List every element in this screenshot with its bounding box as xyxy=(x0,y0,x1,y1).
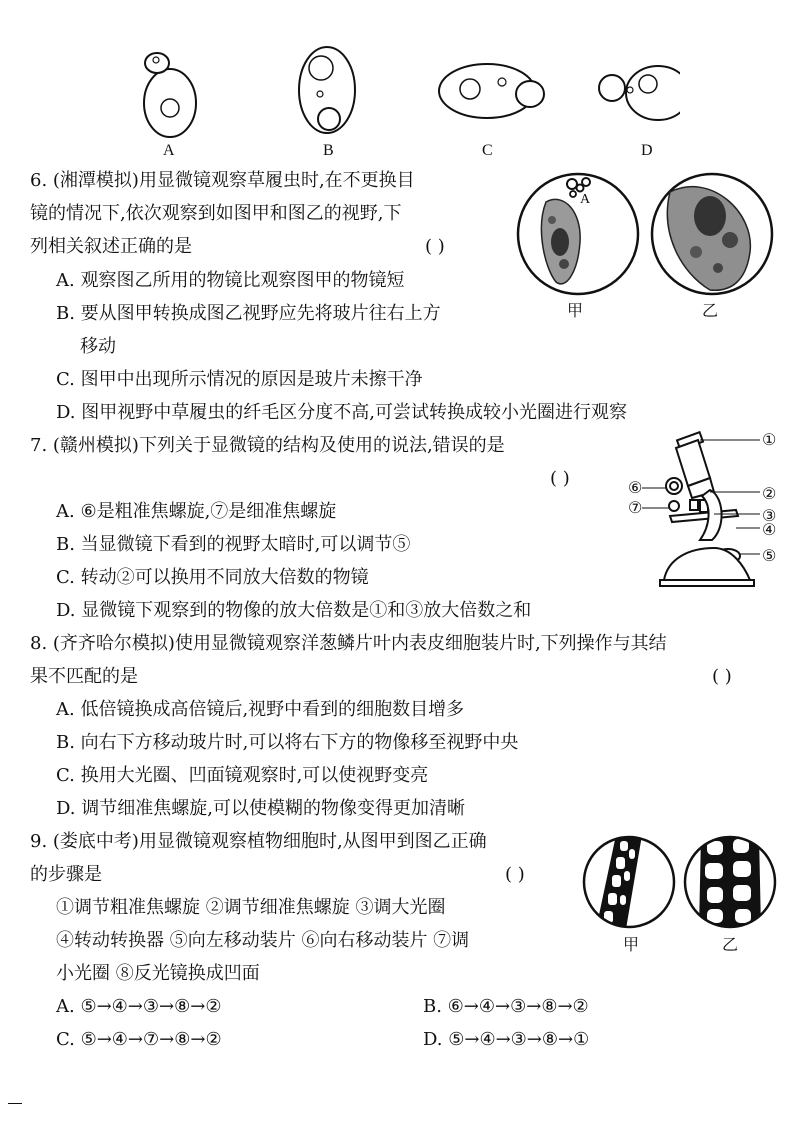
microscope-diagram xyxy=(640,430,770,590)
q9-option-c: C. ⑤→④→⑦→⑧→② xyxy=(56,1029,222,1050)
q6-option-c: C. 图甲中出现所示情况的原因是玻片未擦干净 xyxy=(56,369,423,390)
q6-fig-label-jia: 甲 xyxy=(567,303,584,320)
yeast-d-mother xyxy=(626,66,680,120)
q7-stem: 7. (赣州模拟)下列关于显微镜的结构及使用的说法,错误的是 xyxy=(30,435,505,456)
fig-label-d: D xyxy=(641,142,653,159)
q7-option-d: D. 显微镜下观察到的物像的放大倍数是①和③放大倍数之和 xyxy=(56,600,532,621)
q6-stem-line3: 列相关叙述正确的是 xyxy=(30,236,192,257)
q9-steps-line2: ④转动转换器 ⑤向左移动装片 ⑥向右移动装片 ⑦调 xyxy=(56,930,470,951)
fig-label-c: C xyxy=(482,142,493,159)
q6-stem-line2: 镜的情况下,依次观察到如图甲和图乙的视野,下 xyxy=(30,203,402,224)
q8-option-d: D. 调节细准焦螺旋,可以使模糊的物像变得更加清晰 xyxy=(56,798,465,819)
q9-option-a: A. ⑤→④→③→⑧→② xyxy=(56,996,222,1017)
q9-steps-line3: 小光圈 ⑧反光镜换成凹面 xyxy=(56,963,260,984)
q6-answer-paren: ( ) xyxy=(425,236,445,257)
q8-option-b: B. 向右下方移动玻片时,可以将右下方的物像移至视野中央 xyxy=(56,732,519,753)
q7-option-a: A. ⑥是粗准焦螺旋,⑦是细准焦螺旋 xyxy=(56,501,337,522)
yeast-c-bud xyxy=(516,81,544,107)
q8-option-c: C. 换用大光圈、凹面镜观察时,可以使视野变亮 xyxy=(56,765,429,786)
q8-answer-paren: ( ) xyxy=(712,666,732,687)
q6-option-a: A. 观察图乙所用的物镜比观察图甲的物镜短 xyxy=(56,270,405,291)
mic-label-4: ④ xyxy=(762,522,777,539)
q6-fig-marker-a: A xyxy=(580,192,591,207)
q7-answer-paren: ( ) xyxy=(550,468,570,489)
q7-option-c: C. 转动②可以换用不同放大倍数的物镜 xyxy=(56,567,369,588)
mic-label-3: ③ xyxy=(762,508,777,525)
mic-label-7: ⑦ xyxy=(628,500,643,517)
q6-option-b: B. 要从图甲转换成图乙视野应先将玻片往右上方 xyxy=(56,303,441,324)
fig-label-b: B xyxy=(323,142,334,159)
q9-stem-line2: 的步骤是 xyxy=(30,864,102,885)
mic-label-1: ① xyxy=(762,432,777,449)
page-footer-rule xyxy=(8,1103,22,1104)
onion-cells-field-jia xyxy=(582,835,676,929)
mic-label-6: ⑥ xyxy=(628,480,643,497)
q6-stem-line1: 6. (湘潭模拟)用显微镜观察草履虫时,在不更换目 xyxy=(30,170,415,191)
yeast-d-bud xyxy=(599,75,625,101)
q7-option-b: B. 当显微镜下看到的视野太暗时,可以调节⑤ xyxy=(56,534,411,555)
q9-steps-line1: ①调节粗准焦螺旋 ②调节细准焦螺旋 ③调大光圈 xyxy=(56,897,446,918)
q9-fig-label-jia: 甲 xyxy=(623,937,640,954)
q9-stem-line1: 9. (娄底中考)用显微镜观察植物细胞时,从图甲到图乙正确 xyxy=(30,831,487,852)
paramecium-field-yi xyxy=(650,172,774,296)
q8-stem-line1: 8. (齐齐哈尔模拟)使用显微镜观察洋葱鳞片叶内表皮细胞装片时,下列操作与其结 xyxy=(30,633,667,654)
yeast-b-bud xyxy=(318,108,340,130)
q9-option-b: B. ⑥→④→③→⑧→② xyxy=(423,996,589,1017)
q6-fig-label-yi: 乙 xyxy=(702,303,719,320)
q6-option-d: D. 图甲视野中草履虫的纤毛区分度不高,可尝试转换成较小光圈进行观察 xyxy=(56,402,627,423)
yeast-budding-figure xyxy=(120,40,680,140)
q9-option-d: D. ⑤→④→③→⑧→① xyxy=(423,1029,590,1050)
q8-stem-line2: 果不匹配的是 xyxy=(30,666,138,687)
q9-answer-paren: ( ) xyxy=(505,864,525,885)
mic-label-2: ② xyxy=(762,486,777,503)
onion-cells-field-yi xyxy=(683,835,777,929)
q6-option-b-cont: 移动 xyxy=(80,336,116,357)
paramecium-field-jia xyxy=(516,172,640,296)
q9-fig-label-yi: 乙 xyxy=(722,937,739,954)
q8-option-a: A. 低倍镜换成高倍镜后,视野中看到的细胞数目增多 xyxy=(56,699,465,720)
fig-label-a: A xyxy=(163,142,175,159)
mic-label-5: ⑤ xyxy=(762,548,777,565)
